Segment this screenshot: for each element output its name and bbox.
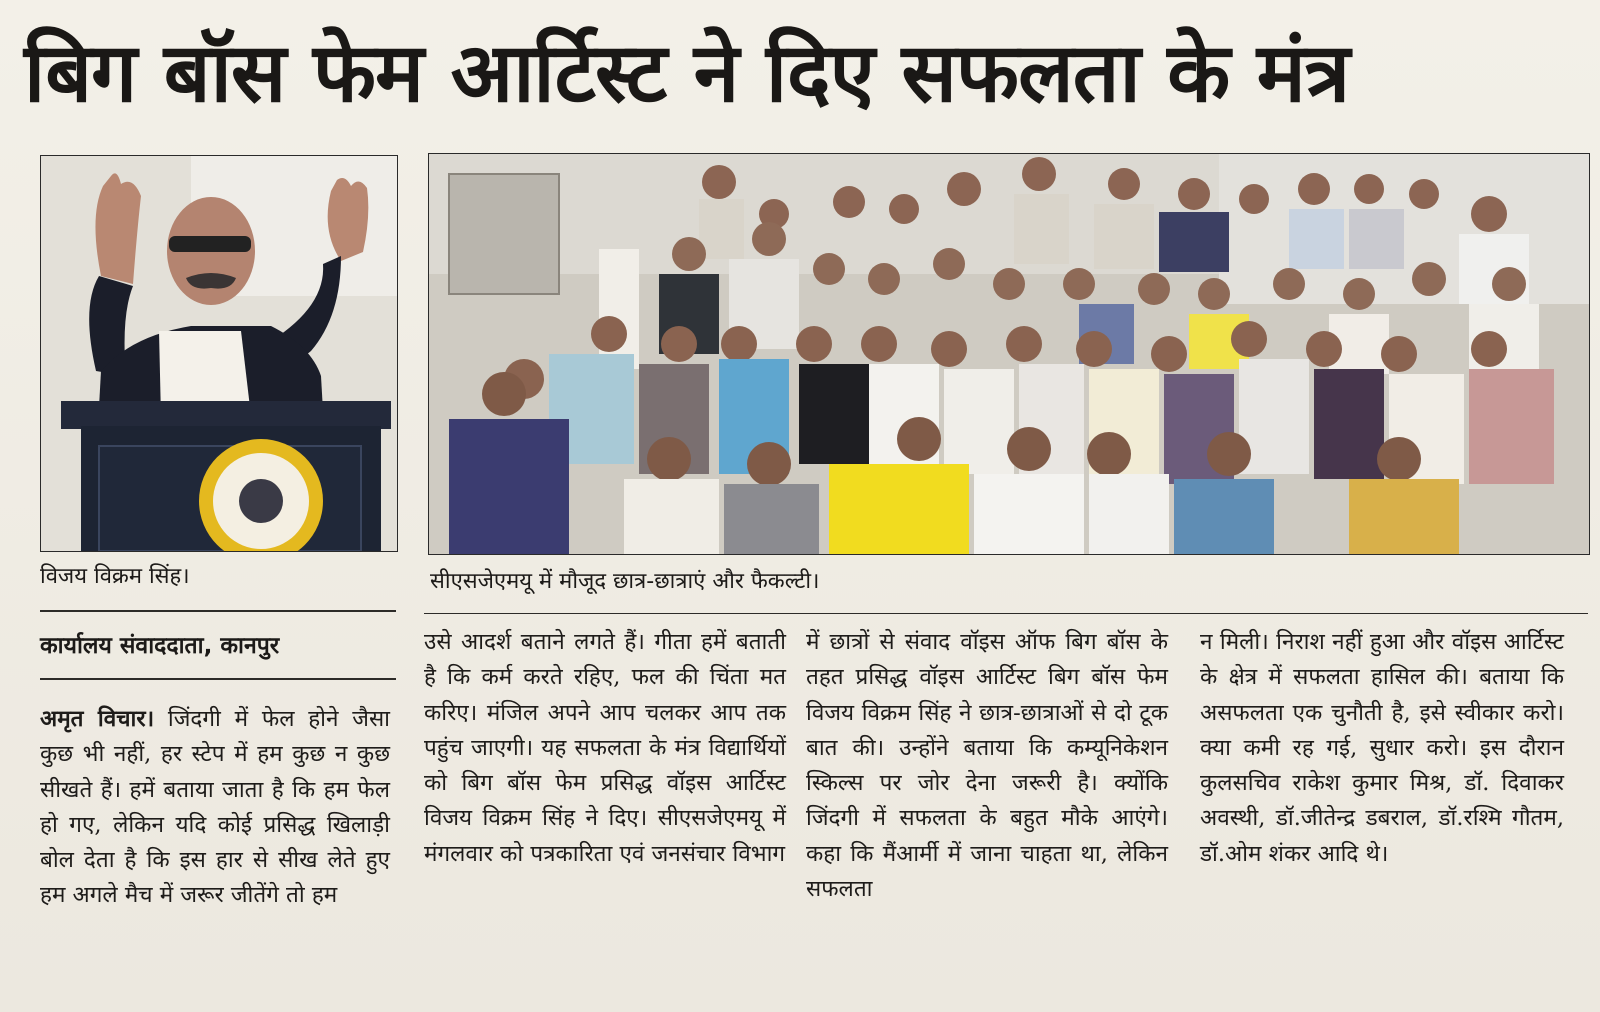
group-photo-caption: सीएसजेएमयू में मौजूद छात्र-छात्राएं और फैकल्टी।	[430, 569, 820, 594]
article-column-4	[1200, 625, 1564, 872]
byline-top-rule	[40, 610, 396, 612]
article-column-1-text: जिंदगी में फेल होने जैसा कुछ भी नहीं, हर स्टेप में हम कुछ न कुछ सीखते हैं। हमें बताया जाता है कि हम फेल हो गए, लेकिन यदि कोई प्रसिद्ध खिलाड़ी बोल देता है कि इस हार से सीख लेते हुए हम अगले मैच में जरूर जीतेंगे तो हम	[40, 706, 390, 909]
article-column-3	[806, 625, 1168, 907]
students-group-illustration	[429, 154, 1589, 554]
speaker-photo	[40, 155, 398, 552]
byline: कार्यालय संवाददाता, कानपुर	[40, 633, 280, 659]
article-top-rule	[424, 613, 1588, 614]
group-photo	[428, 153, 1590, 555]
article-column-2-text: उसे आदर्श बताने लगते हैं। गीता हमें बताती है कि कर्म करते रहिए, फल की चिंता मत करिए। मंजिल अपने आप चलकर आप तक पहुंच जाएगी। यह सफलता के मंत्र विद्यार्थियों को बिग बॉस फेम प्रसिद्ध वॉइस आर्टिस्ट विजय विक्रम सिंह ने दिए। सीएसजेएमयू में मंगलवार को पत्रकारिता एवं जनसंचार विभाग	[424, 629, 786, 867]
speaker-illustration	[41, 156, 397, 551]
article-column-4-text: न मिली। निराश नहीं हुआ और वॉइस आर्टिस्ट के क्षेत्र में सफलता हासिल की। बताया कि असफलता एक चुनौती है, इसे स्वीकार करो। क्या कमी रह गई, सुधार करो। इस दौरान कुलसचिव राकेश कुमार मिश्र, डॉ. दिवाकर अवस्थी, डॉ.जीतेन्द्र डबराल, डॉ.रश्मि गौतम, डॉ.ओम शंकर आदि थे।	[1200, 629, 1564, 867]
article-column-3-text: में छात्रों से संवाद वॉइस ऑफ बिग बॉस के तहत प्रसिद्ध वॉइस आर्टिस्ट बिग बॉस फेम विजय विक्रम सिंह ने छात्र-छात्राओं से दो टूक बात की। उन्होंने बताया कि कम्यूनिकेशन स्किल्स पर जोर देना जरूरी है। क्योंकि जिंदगी में सफलता के बहुत मौके आएंगे। कहा कि मैंआर्मी में जाना चाहता था, लेकिन सफलता	[806, 629, 1168, 903]
byline-bottom-rule	[40, 678, 396, 680]
speaker-photo-caption: विजय विक्रम सिंह।	[40, 564, 190, 589]
article-dateline: अमृत विचार।	[40, 706, 155, 732]
article-column-2	[424, 625, 786, 872]
headline: बिग बॉस फेम आर्टिस्ट ने दिए सफलता के मंत्र	[24, 26, 1350, 121]
article-column-1	[40, 702, 390, 914]
